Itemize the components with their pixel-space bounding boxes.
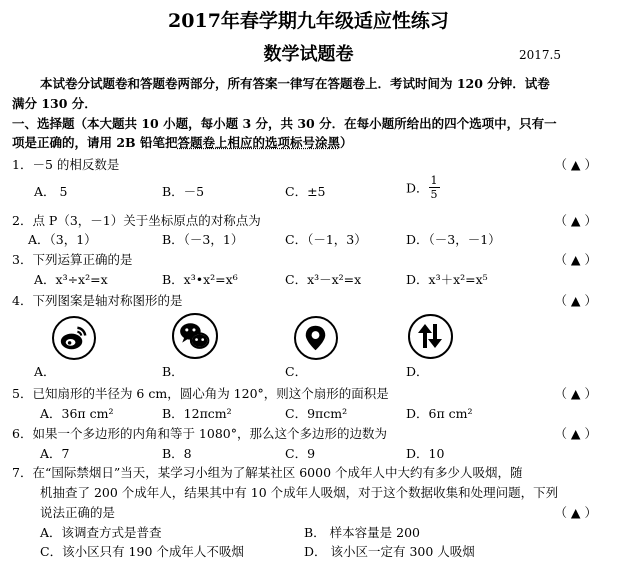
q7-option-c: C．该小区只有 190 个成年人不吸烟 bbox=[40, 544, 244, 559]
q2-option-a: A．（3，1） bbox=[28, 232, 97, 247]
answer-mark-3: （ ▲ ） bbox=[554, 252, 597, 267]
answer-mark-1: （ ▲ ） bbox=[554, 157, 597, 172]
answer-mark-7: （ ▲ ） bbox=[554, 505, 597, 520]
question-7-stem-line-2: 机抽查了 200 个成年人，结果其中有 10 个成年人吸烟，对于这个数据收集和处理问题，下列 bbox=[40, 485, 559, 500]
q7-option-b: B． 样本容量是 200 bbox=[304, 525, 420, 540]
q7-option-a: A．该调查方式是普查 bbox=[40, 525, 162, 540]
q6-option-c: C．9 bbox=[285, 446, 316, 461]
intro-line-1: 本试卷分试题卷和答题卷两部分，所有答案一律写在答题卷上．考试时间为 120 分钟．试卷 bbox=[40, 76, 550, 91]
q4-option-a: A． bbox=[34, 364, 56, 379]
q4-option-c: C． bbox=[285, 364, 308, 379]
transfer-arrows-icon-svg bbox=[410, 316, 450, 356]
q3-option-b: B．x³•x²=x⁶ bbox=[162, 272, 238, 287]
fraction-denominator: 5 bbox=[430, 188, 438, 201]
answer-mark-2: （ ▲ ） bbox=[554, 213, 597, 228]
q2-option-b: B．（－3，1） bbox=[162, 232, 244, 247]
q1-option-c: C．±5 bbox=[285, 184, 326, 199]
q5-option-c: C．9πcm² bbox=[285, 406, 348, 421]
q4-option-d: D． bbox=[406, 364, 429, 379]
question-3-stem: 3．下列运算正确的是 bbox=[12, 252, 133, 267]
section-heading-2b: 答题卷上相应的选项标号涂黑 bbox=[177, 135, 340, 150]
question-5-stem: 5．已知扇形的半径为 6 cm，圆心角为 120°，则这个扇形的面积是 bbox=[12, 386, 389, 401]
q1-option-d-label: D． bbox=[406, 180, 429, 196]
q3-option-d: D．x³＋x²=x⁵ bbox=[406, 272, 488, 287]
q7-option-d: D． 该小区一定有 300 人吸烟 bbox=[304, 544, 475, 559]
q5-option-b: B．12πcm² bbox=[162, 406, 232, 421]
intro-line-2: 满分 130 分． bbox=[12, 96, 97, 111]
weibo-icon-svg bbox=[54, 318, 93, 357]
answer-mark-6: （ ▲ ） bbox=[554, 426, 597, 441]
q1-option-a: A． 5 bbox=[34, 184, 68, 199]
q1-option-d bbox=[406, 174, 440, 201]
fraction bbox=[429, 174, 440, 201]
section-heading-2a: 项是正确的，请用 2B 铅笔把 bbox=[12, 135, 178, 150]
question-7-stem-line-3: 说法正确的是 bbox=[40, 505, 116, 520]
q1-option-b: B．－5 bbox=[162, 184, 205, 199]
transfer-arrows-icon bbox=[408, 314, 453, 359]
q5-option-a: A．36π cm² bbox=[40, 406, 114, 421]
fraction-numerator: 1 bbox=[430, 174, 438, 187]
exam-date: 2017.5 bbox=[519, 48, 561, 62]
q3-option-a: A．x³÷x²=x bbox=[34, 272, 108, 287]
question-2-stem: 2．点 P（3，－1）关于坐标原点的对称点为 bbox=[12, 213, 261, 228]
section-heading-2c: ） bbox=[339, 135, 353, 150]
answer-mark-4: （ ▲ ） bbox=[554, 293, 597, 308]
q5-option-d: D．6π cm² bbox=[406, 406, 473, 421]
q6-option-a: A．7 bbox=[40, 446, 70, 461]
q3-option-c: C．x³－x²=x bbox=[285, 272, 362, 287]
question-4-stem: 4．下列图案是轴对称图形的是 bbox=[12, 293, 183, 308]
q2-option-d: D．（－3，－1） bbox=[406, 232, 501, 247]
location-pin-icon bbox=[294, 316, 338, 360]
wechat-icon bbox=[172, 313, 218, 359]
question-7-stem-line-1: 7．在“国际禁烟日”当天，某学习小组为了解某社区 6000 个成年人中大约有多少人吸烟，随 bbox=[12, 465, 523, 480]
question-1-stem: 1．－5 的相反数是 bbox=[12, 157, 120, 172]
weibo-icon bbox=[52, 316, 96, 360]
q6-option-b: B．8 bbox=[162, 446, 192, 461]
wechat-icon-svg bbox=[174, 315, 215, 356]
q4-option-b: B． bbox=[162, 364, 184, 379]
location-pin-icon-svg bbox=[296, 318, 335, 357]
q2-option-c: C．（－1，3） bbox=[285, 232, 367, 247]
page-subtitle: 数学试题卷 bbox=[263, 44, 354, 65]
q6-option-d: D．10 bbox=[406, 446, 445, 461]
page-title: 2017年春学期九年级适应性练习 bbox=[168, 10, 449, 32]
question-6-stem: 6．如果一个多边形的内角和等于 1080°，那么这个多边形的边数为 bbox=[12, 426, 387, 441]
section-heading-1: 一、选择题（本大题共 10 小题，每小题 3 分，共 30 分．在每小题所给出的四个选项中，只有一 bbox=[12, 116, 557, 131]
answer-mark-5: （ ▲ ） bbox=[554, 386, 597, 401]
section-heading-2 bbox=[12, 133, 353, 151]
